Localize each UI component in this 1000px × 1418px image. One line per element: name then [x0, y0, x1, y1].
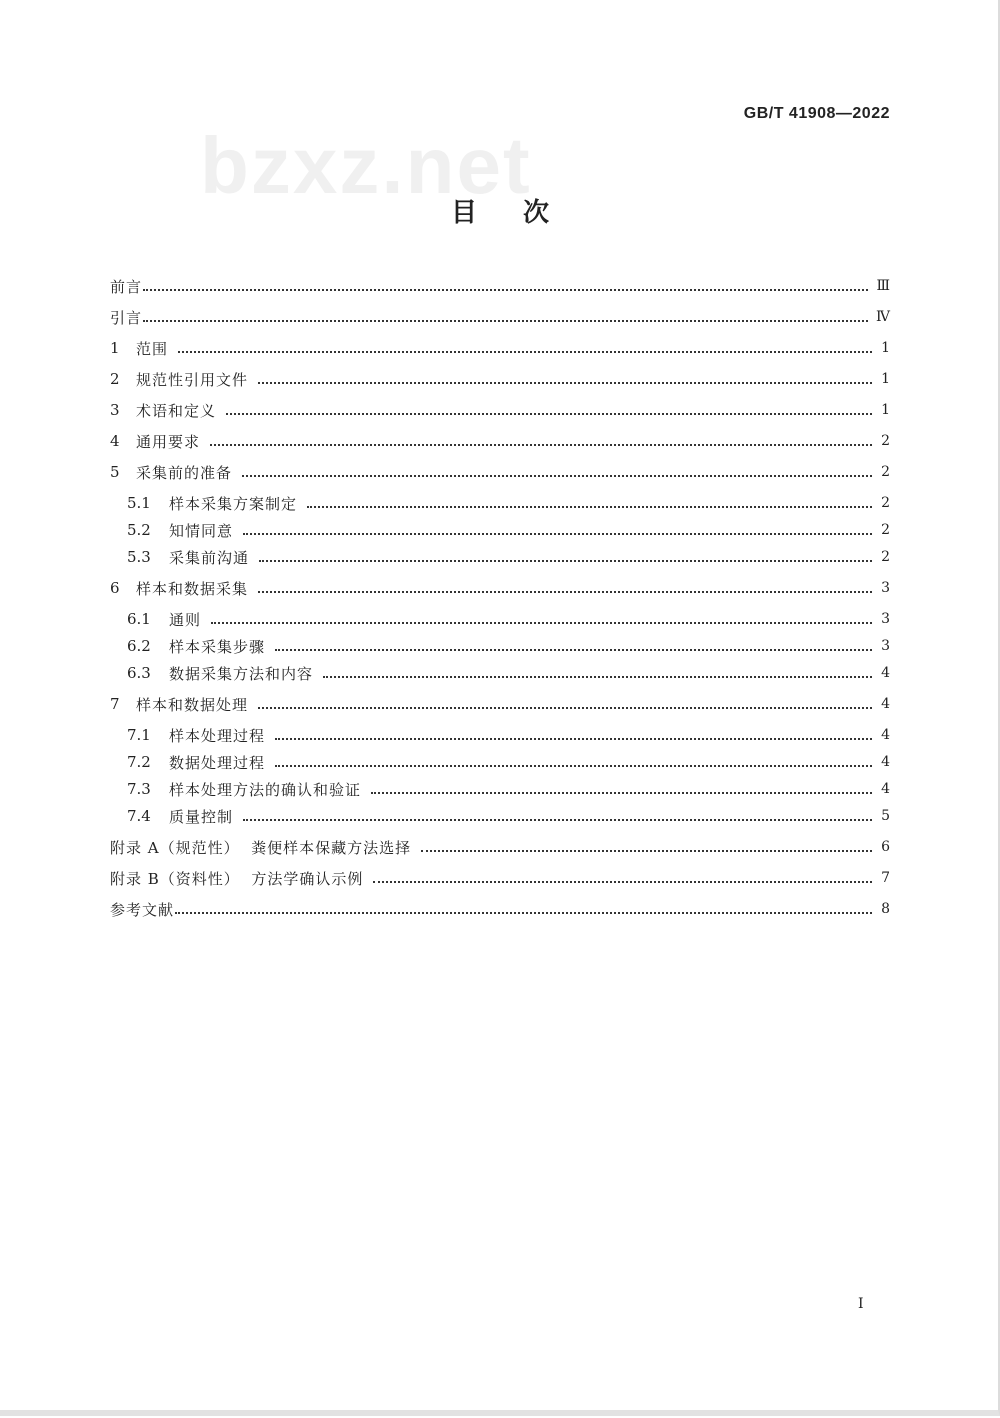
toc-page: 2 [881, 495, 890, 511]
watermark: bzxz.net [200, 121, 532, 210]
leader-dots [175, 911, 872, 914]
leader-dots [226, 412, 872, 415]
toc-entry[interactable] [110, 367, 890, 391]
toc-page: 3 [881, 580, 890, 596]
toc-entry[interactable] [127, 723, 890, 747]
toc-page: 8 [881, 901, 890, 917]
page-title: 目次 [450, 198, 595, 228]
toc-number: 6.2 [127, 637, 151, 655]
toc-page: 4 [881, 754, 890, 770]
toc-label: 规范性引用文件 [136, 370, 249, 389]
toc-label: 数据采集方法和内容 [169, 664, 314, 683]
leader-dots [243, 818, 872, 821]
toc-number: 3 [110, 401, 120, 419]
toc-label: 采集前的准备 [136, 463, 233, 482]
toc-number: 7.1 [127, 726, 151, 744]
toc-entry[interactable] [127, 518, 890, 542]
toc-number: 4 [110, 432, 120, 450]
toc-entry[interactable] [110, 274, 890, 298]
leader-dots [258, 706, 872, 709]
toc-page: 2 [881, 464, 890, 480]
toc-label: 通则 [169, 610, 202, 629]
toc-entry[interactable] [110, 866, 890, 890]
toc-label: 采集前沟通 [169, 548, 250, 567]
toc-number: 6.1 [127, 610, 151, 628]
toc-number: 7 [110, 695, 120, 713]
toc-entry[interactable] [110, 429, 890, 453]
leader-dots [323, 675, 872, 678]
toc-page: 1 [881, 371, 890, 387]
toc-label: 通用要求 [136, 432, 201, 451]
leader-dots [243, 532, 872, 535]
leader-dots [242, 474, 872, 477]
toc-page: 2 [881, 433, 890, 449]
standard-number: GB/T 41908—2022 [743, 105, 890, 122]
toc-entry[interactable] [110, 305, 890, 329]
toc-entry[interactable] [127, 491, 890, 515]
toc-page: Ⅳ [876, 309, 890, 325]
toc-page: 6 [881, 839, 890, 855]
toc-entry[interactable] [127, 607, 890, 631]
toc-entry[interactable] [110, 897, 890, 921]
toc-label: 参考文献 [110, 900, 175, 919]
toc-entry[interactable] [127, 750, 890, 774]
toc-label: 样本和数据处理 [136, 695, 249, 714]
toc-label: 前言 [110, 277, 143, 296]
toc-number: 6.3 [127, 664, 151, 682]
leader-dots [211, 621, 872, 624]
toc-entry[interactable] [127, 661, 890, 685]
leader-dots [210, 443, 872, 446]
toc-page: 7 [881, 870, 890, 886]
toc-entry[interactable] [110, 576, 890, 600]
toc-label: 知情同意 [169, 521, 234, 540]
leader-dots [143, 319, 868, 322]
toc-number: 6 [110, 579, 120, 597]
toc-page: 3 [881, 638, 890, 654]
toc-page: 2 [881, 522, 890, 538]
leader-dots [275, 764, 872, 767]
leader-dots [143, 288, 868, 291]
toc-page: 2 [881, 549, 890, 565]
toc-page: 4 [881, 665, 890, 681]
toc-entry[interactable] [127, 545, 890, 569]
toc-entry[interactable] [110, 460, 890, 484]
toc-number: 5.3 [127, 548, 151, 566]
toc-page: 4 [881, 696, 890, 712]
leader-dots [259, 559, 872, 562]
toc-page: 4 [881, 727, 890, 743]
toc-entry[interactable] [110, 336, 890, 360]
toc-page: 1 [881, 340, 890, 356]
toc-label: 样本处理方法的确认和验证 [169, 780, 362, 799]
toc-label: 样本采集方案制定 [169, 494, 298, 513]
toc-page: 5 [881, 808, 890, 824]
toc-number: 5 [110, 463, 120, 481]
footer-page-number: I [858, 1296, 864, 1312]
toc-number: 1 [110, 339, 120, 357]
toc-number: 5.1 [127, 494, 151, 512]
leader-dots [275, 737, 872, 740]
toc-label: 数据处理过程 [169, 753, 266, 772]
toc-page: 1 [881, 402, 890, 418]
toc-number: 5.2 [127, 521, 151, 539]
toc-entry[interactable] [127, 804, 890, 828]
leader-dots [178, 350, 872, 353]
toc-label: 样本和数据采集 [136, 579, 249, 598]
toc-entry[interactable] [110, 692, 890, 716]
leader-dots [373, 880, 872, 883]
toc-label: 附录 B（资料性） 方法学确认示例 [110, 869, 364, 888]
toc-label: 附录 A（规范性） 粪便样本保藏方法选择 [110, 838, 412, 857]
toc-label: 术语和定义 [136, 401, 217, 420]
leader-dots [371, 791, 872, 794]
toc-entry[interactable] [110, 835, 890, 859]
toc-entry[interactable] [127, 777, 890, 801]
leader-dots [421, 849, 872, 852]
toc-page: 4 [881, 781, 890, 797]
toc-number: 2 [110, 370, 120, 388]
toc-entry[interactable] [110, 398, 890, 422]
leader-dots [258, 381, 872, 384]
leader-dots [275, 648, 872, 651]
toc-entry[interactable] [127, 634, 890, 658]
toc-number: 7.3 [127, 780, 151, 798]
toc-label: 引言 [110, 308, 143, 327]
toc-page: Ⅲ [876, 278, 890, 294]
toc-label: 范围 [136, 339, 169, 358]
leader-dots [258, 590, 872, 593]
toc-number: 7.2 [127, 753, 151, 771]
toc-number: 7.4 [127, 807, 151, 825]
toc-label: 质量控制 [169, 807, 234, 826]
leader-dots [307, 505, 872, 508]
toc-label: 样本处理过程 [169, 726, 266, 745]
toc-page: 3 [881, 611, 890, 627]
toc-label: 样本采集步骤 [169, 637, 266, 656]
